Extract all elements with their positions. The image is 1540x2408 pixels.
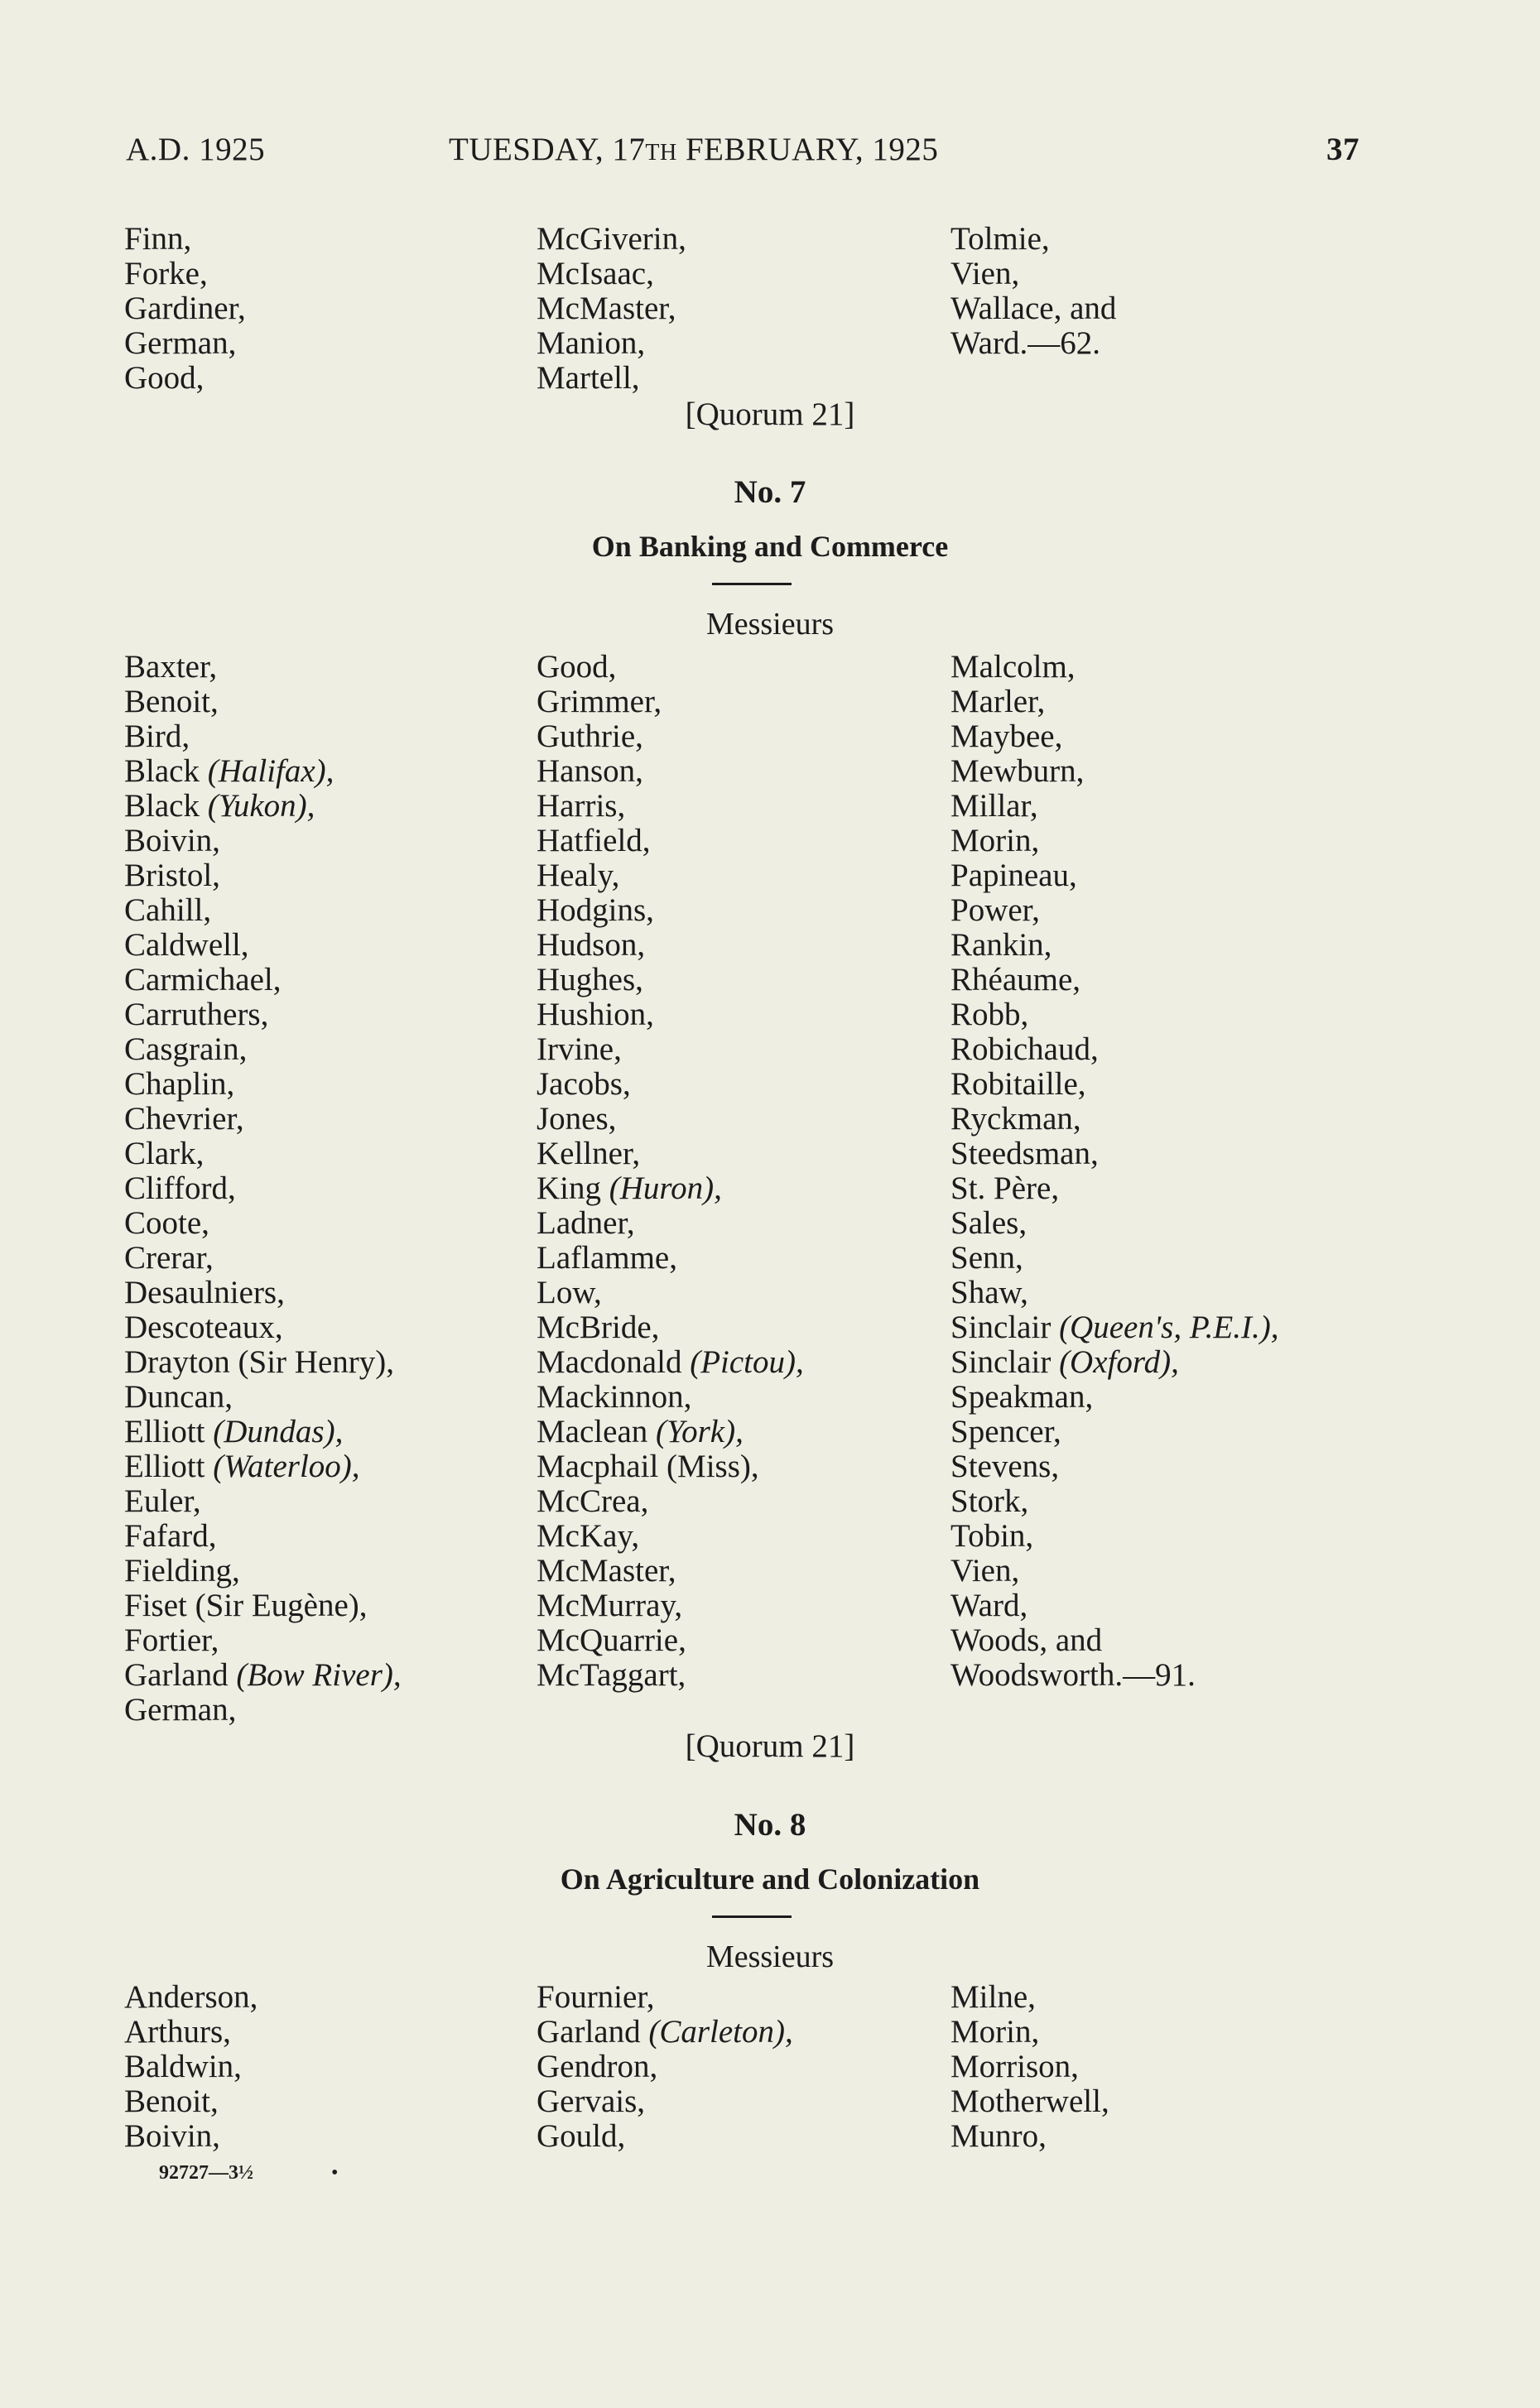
member-surname: McTaggart, (537, 1657, 686, 1693)
member-surname: Morin, (950, 823, 1040, 858)
member-surname: McMaster, (537, 1553, 676, 1589)
member-surname: Vien, (950, 1553, 1020, 1589)
member-surname: Maclean (537, 1414, 657, 1449)
member-surname: Casgrain, (124, 1031, 248, 1067)
member-name: Martell, (537, 360, 640, 396)
member-surname: Woodsworth.—91. (950, 1657, 1196, 1693)
member-name (950, 1102, 1278, 1137)
member-name (537, 997, 804, 1032)
member-name (950, 1067, 1278, 1102)
member-name (537, 1276, 804, 1310)
member-surname: Robichaud, (950, 1031, 1099, 1067)
member-surname: Elliott (124, 1449, 214, 1484)
member-name (124, 2084, 257, 2119)
member-surname: Steedsman, (950, 1136, 1099, 1171)
member-name (124, 1102, 402, 1137)
quorum-continued: [Quorum 21] (685, 397, 855, 432)
member-name (537, 1380, 804, 1415)
member-name (950, 2050, 1109, 2084)
member-name (124, 928, 402, 963)
member-name (124, 1623, 402, 1658)
member-surname: Black (124, 788, 208, 824)
member-name (537, 893, 804, 928)
member-name (537, 1519, 804, 1554)
member-name (950, 824, 1278, 858)
member-surname: Morin, (950, 2014, 1040, 2050)
committee-8-title: On Agriculture and Colonization (560, 1862, 980, 1896)
member-name (537, 1241, 804, 1276)
member-name (537, 1658, 804, 1693)
member-name (124, 1206, 402, 1241)
member-name (124, 997, 402, 1032)
member-surname: Hushion, (537, 997, 654, 1032)
member-name (124, 858, 402, 893)
committee-7-col-1 (124, 650, 402, 1728)
member-surname: Good, (537, 649, 617, 685)
header-date (449, 131, 938, 168)
member-surname: Ward, (950, 1588, 1028, 1623)
member-surname: McCrea, (537, 1483, 649, 1519)
member-name (950, 1554, 1278, 1589)
member-name (950, 2119, 1109, 2154)
member-name (537, 928, 804, 963)
member-surname: Ryckman, (950, 1101, 1081, 1137)
member-surname: Garland (537, 2014, 649, 2050)
continued-col-3 (950, 222, 1116, 361)
member-surname: Rhéaume, (950, 962, 1081, 997)
member-name: Manion, (537, 325, 646, 361)
member-surname: Ladner, (537, 1205, 635, 1241)
member-surname: McKay, (537, 1518, 640, 1554)
member-name (950, 858, 1278, 893)
member-surname: Euler, (124, 1483, 201, 1519)
member-name (537, 1206, 804, 1241)
member-surname: Boivin, (124, 823, 220, 858)
member-surname: Hughes, (537, 962, 643, 997)
member-surname: Harris, (537, 788, 626, 824)
member-name (950, 1980, 1109, 2015)
member-name (537, 1102, 804, 1137)
member-surname: Gervais, (537, 2084, 646, 2119)
member-name (537, 1980, 793, 2015)
member-name (124, 824, 402, 858)
member-surname: King (537, 1170, 609, 1206)
member-surname: Macdonald (537, 1344, 691, 1380)
member-name (537, 685, 804, 719)
member-name (950, 997, 1278, 1032)
member-name (124, 719, 402, 754)
member-surname: Benoit, (124, 684, 219, 719)
member-surname: Duncan, (124, 1379, 233, 1415)
member-name (950, 1519, 1278, 1554)
committee-7-rule (712, 583, 792, 585)
member-surname: Cahill, (124, 892, 212, 928)
member-surname: Boivin, (124, 2118, 220, 2154)
member-name: Ward.—62. (950, 325, 1100, 361)
member-surname: Stork, (950, 1483, 1029, 1519)
member-surname: Fournier, (537, 1979, 655, 2015)
member-name (537, 1171, 804, 1206)
member-surname: Malcolm, (950, 649, 1076, 685)
member-name (537, 1137, 804, 1171)
header-date-day: TUESDAY, 17 (449, 132, 646, 167)
member-name (537, 2084, 793, 2119)
member-name (950, 1206, 1278, 1241)
committee-7-title: On Banking and Commerce (591, 530, 949, 563)
member-name (950, 1623, 1278, 1658)
member-surname: Baxter, (124, 649, 218, 685)
member-surname: Gendron, (537, 2049, 658, 2084)
member-name (124, 1171, 402, 1206)
member-name (950, 1276, 1278, 1310)
member-riding: (York), (656, 1414, 744, 1449)
member-surname: Morrison, (950, 2049, 1079, 2084)
member-name (950, 685, 1278, 719)
member-riding: (Bow River), (236, 1657, 402, 1693)
member-name (950, 789, 1278, 824)
member-surname: Stevens, (950, 1449, 1060, 1484)
member-surname: Robb, (950, 997, 1029, 1032)
member-surname: St. Père, (950, 1170, 1060, 1206)
committee-8-number: No. 8 (734, 1807, 806, 1843)
member-surname: Macphail (Miss), (537, 1449, 759, 1484)
member-name (124, 650, 402, 685)
member-surname: Power, (950, 892, 1040, 928)
committee-7-number: No. 7 (734, 474, 806, 510)
member-name (950, 1345, 1278, 1380)
member-name (124, 789, 402, 824)
member-surname: McMurray, (537, 1588, 683, 1623)
member-surname: Baldwin, (124, 2049, 242, 2084)
member-surname: Clifford, (124, 1170, 236, 1206)
member-name (537, 2119, 793, 2154)
member-riding: (Huron), (609, 1170, 722, 1206)
member-name (537, 1310, 804, 1345)
member-name (124, 1067, 402, 1102)
member-riding: (Dundas), (213, 1414, 344, 1449)
member-surname: Fielding, (124, 1553, 240, 1589)
member-name (537, 1623, 804, 1658)
member-surname: Millar, (950, 788, 1038, 824)
member-surname: Crerar, (124, 1240, 214, 1276)
member-name (124, 1137, 402, 1171)
member-name (537, 963, 804, 997)
member-surname: Maybee, (950, 719, 1063, 754)
footer-mark: • (331, 2162, 339, 2184)
member-surname: Rankin, (950, 927, 1052, 963)
member-surname: Bird, (124, 719, 190, 754)
member-surname: Anderson, (124, 1979, 258, 2015)
member-surname: Spencer, (950, 1414, 1061, 1449)
member-name (950, 1589, 1278, 1623)
committee-8-rule (712, 1915, 792, 1918)
member-name: German, (124, 325, 237, 361)
member-surname: Mewburn, (950, 753, 1085, 789)
member-riding: (Pictou), (690, 1344, 804, 1380)
member-name (537, 2050, 793, 2084)
member-surname: Benoit, (124, 2084, 219, 2119)
member-name (537, 719, 804, 754)
member-name (124, 1241, 402, 1276)
page-number: 37 (1326, 132, 1360, 167)
quorum-committee-7: [Quorum 21] (685, 1728, 855, 1764)
member-name (124, 893, 402, 928)
running-head (126, 131, 1360, 177)
continued-col-1 (124, 222, 246, 396)
member-surname: Sales, (950, 1205, 1027, 1241)
member-surname: Fiset (Sir Eugène), (124, 1588, 368, 1623)
member-name (537, 1484, 804, 1519)
member-name (537, 650, 804, 685)
member-name: McGiverin, (537, 221, 686, 257)
member-name (124, 1276, 402, 1310)
member-name (950, 650, 1278, 685)
member-surname: McBride, (537, 1310, 660, 1345)
member-surname: Garland (124, 1657, 237, 1693)
member-surname: Papineau, (950, 858, 1077, 893)
member-name (537, 754, 804, 789)
member-name (124, 1484, 402, 1519)
member-surname: Irvine, (537, 1031, 622, 1067)
member-name: Finn, (124, 221, 192, 257)
member-surname: Clark, (124, 1136, 205, 1171)
member-surname: Hanson, (537, 753, 643, 789)
member-name: Good, (124, 360, 205, 396)
header-year: A.D. 1925 (126, 132, 266, 167)
member-name (124, 1693, 402, 1728)
header-date-suffix: TH (645, 140, 677, 166)
member-surname: Laflamme, (537, 1240, 677, 1276)
member-riding: (Yukon), (207, 788, 315, 824)
member-riding: (Oxford), (1059, 1344, 1179, 1380)
member-name (124, 963, 402, 997)
member-surname: Motherwell, (950, 2084, 1109, 2119)
member-surname: Carmichael, (124, 962, 282, 997)
member-surname: Woods, and (950, 1622, 1103, 1658)
member-surname: Black (124, 753, 208, 789)
member-surname: Healy, (537, 858, 620, 893)
member-surname: Sinclair (950, 1344, 1060, 1380)
member-name (537, 1589, 804, 1623)
member-name (124, 1380, 402, 1415)
member-name: McMaster, (537, 291, 676, 326)
member-surname: Shaw, (950, 1275, 1028, 1310)
committee-7-col-2 (537, 650, 804, 1693)
member-name (950, 2015, 1109, 2050)
member-surname: Mackinnon, (537, 1379, 692, 1415)
member-surname: Munro, (950, 2118, 1047, 2154)
committee-8-messieurs: Messieurs (705, 1939, 835, 1974)
member-name (124, 1554, 402, 1589)
member-name (537, 789, 804, 824)
member-surname: Speakman, (950, 1379, 1094, 1415)
member-surname: Caldwell, (124, 927, 249, 963)
member-surname: Robitaille, (950, 1066, 1086, 1102)
member-surname: Tobin, (950, 1518, 1034, 1554)
member-name (950, 1310, 1278, 1345)
member-name (124, 1449, 402, 1484)
member-name (124, 1032, 402, 1067)
member-name: McIsaac, (537, 256, 654, 291)
member-name (950, 1241, 1278, 1276)
member-surname: Grimmer, (537, 684, 662, 719)
member-surname: Sinclair (950, 1310, 1060, 1345)
member-surname: Carruthers, (124, 997, 269, 1032)
member-name (537, 824, 804, 858)
member-riding: (Queen's, P.E.I.), (1059, 1310, 1279, 1345)
member-surname: Desaulniers, (124, 1275, 285, 1310)
member-surname: German, (124, 1692, 237, 1728)
committee-8-col-1 (124, 1980, 257, 2154)
member-name: Forke, (124, 256, 208, 291)
member-surname: Fortier, (124, 1622, 219, 1658)
member-riding: (Carleton), (648, 2014, 793, 2050)
member-name (950, 1658, 1278, 1693)
member-name (124, 1310, 402, 1345)
member-surname: Coote, (124, 1205, 209, 1241)
member-surname: Jones, (537, 1101, 617, 1137)
member-name (537, 1345, 804, 1380)
member-surname: Drayton (Sir Henry), (124, 1344, 394, 1380)
member-surname: Marler, (950, 684, 1046, 719)
member-riding: (Waterloo), (213, 1449, 360, 1484)
member-surname: Arthurs, (124, 2014, 231, 2050)
member-name (950, 1449, 1278, 1484)
member-name (124, 754, 402, 789)
member-name: Vien, (950, 256, 1020, 291)
member-surname: Bristol, (124, 858, 220, 893)
member-name (124, 1980, 257, 2015)
member-surname: Senn, (950, 1240, 1023, 1276)
committee-8-col-2 (537, 1980, 793, 2154)
member-name (950, 1032, 1278, 1067)
member-surname: Chaplin, (124, 1066, 235, 1102)
member-name (124, 1345, 402, 1380)
member-name (950, 2084, 1109, 2119)
member-name (537, 1415, 804, 1449)
printer-signature: 92727—3½ (159, 2162, 253, 2184)
member-surname: Milne, (950, 1979, 1036, 2015)
member-name: Wallace, and (950, 291, 1117, 326)
member-name (950, 1484, 1278, 1519)
member-name (124, 685, 402, 719)
member-name (537, 1554, 804, 1589)
member-name (124, 2015, 257, 2050)
member-name (124, 1589, 402, 1623)
member-name (950, 1380, 1278, 1415)
member-name (124, 1658, 402, 1693)
member-name (537, 2015, 793, 2050)
member-surname: Fafard, (124, 1518, 217, 1554)
member-surname: Jacobs, (537, 1066, 631, 1102)
member-surname: Kellner, (537, 1136, 641, 1171)
member-surname: McQuarrie, (537, 1622, 686, 1658)
member-surname: Hodgins, (537, 892, 654, 928)
member-name (124, 1519, 402, 1554)
member-name (950, 1137, 1278, 1171)
member-riding: (Halifax), (207, 753, 334, 789)
member-name (950, 928, 1278, 963)
member-surname: Guthrie, (537, 719, 643, 754)
member-surname: Low, (537, 1275, 602, 1310)
committee-7-messieurs: Messieurs (705, 607, 835, 642)
member-name (950, 963, 1278, 997)
member-name: Gardiner, (124, 291, 246, 326)
member-name (537, 1067, 804, 1102)
member-name (950, 893, 1278, 928)
member-name (537, 1032, 804, 1067)
member-name (950, 1415, 1278, 1449)
committee-7-col-3 (950, 650, 1278, 1693)
member-surname: Gould, (537, 2118, 626, 2154)
member-surname: Elliott (124, 1414, 214, 1449)
member-surname: Hatfield, (537, 823, 651, 858)
member-name (537, 1449, 804, 1484)
member-name (124, 2119, 257, 2154)
member-name (950, 754, 1278, 789)
continued-col-2 (537, 222, 686, 396)
member-name (950, 1171, 1278, 1206)
member-surname: Descoteaux, (124, 1310, 283, 1345)
member-name (124, 2050, 257, 2084)
committee-8-col-3 (950, 1980, 1109, 2154)
member-name: Tolmie, (950, 221, 1050, 257)
member-surname: Chevrier, (124, 1101, 244, 1137)
member-name (537, 858, 804, 893)
member-surname: Hudson, (537, 927, 646, 963)
header-date-month: FEBRUARY, 1925 (676, 132, 939, 167)
member-name (124, 1415, 402, 1449)
member-name (950, 719, 1278, 754)
